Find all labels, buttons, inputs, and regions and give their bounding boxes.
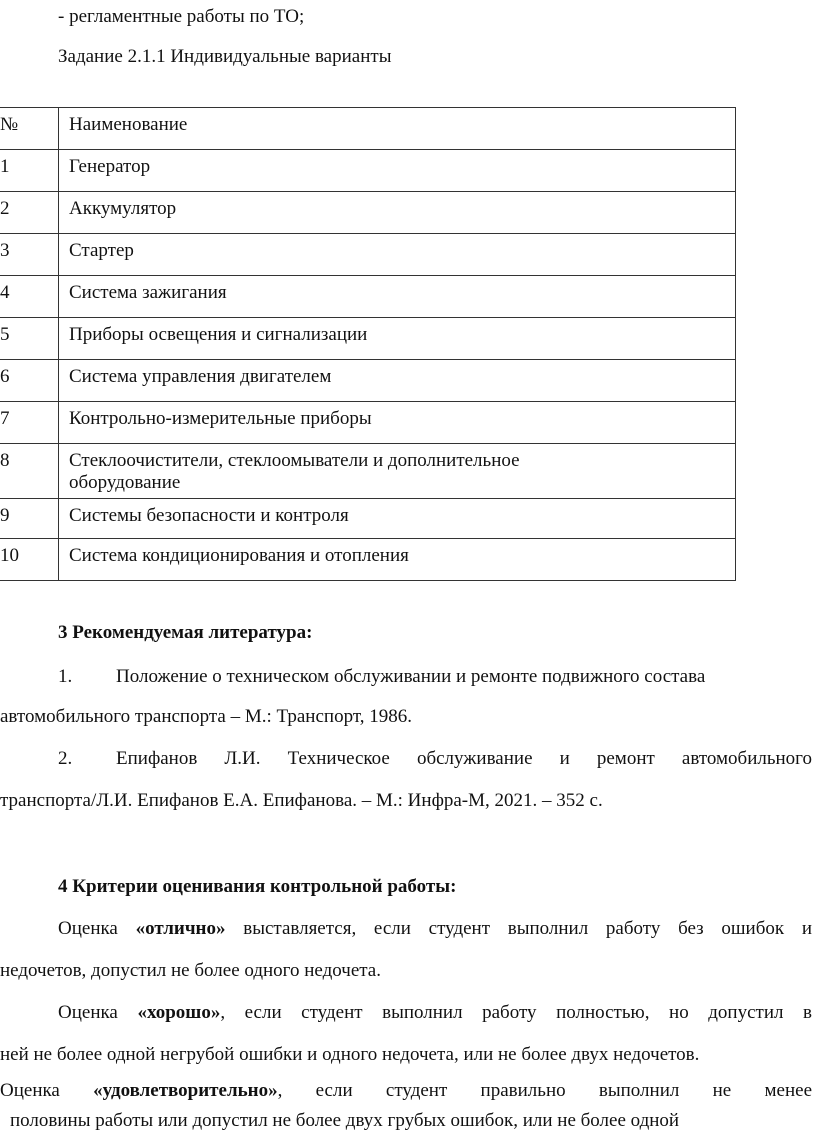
table-row [0, 234, 736, 276]
table-header-row [0, 108, 736, 150]
table-row [0, 192, 736, 234]
row-num: 2 [0, 192, 59, 234]
row-num: 1 [0, 150, 59, 192]
row-name: Система кондиционирования и отопления [59, 539, 736, 581]
row-num: 8 [0, 444, 59, 499]
variants-table [0, 107, 736, 581]
criteria-text: выставляется, если студент выполнил работу без ошибок и [225, 918, 812, 939]
row-name-line: оборудование [69, 472, 181, 493]
criteria-paragraph [58, 1002, 812, 1024]
table-row [0, 499, 736, 539]
lit-item-text: Положение о техническом обслуживании и ремонте подвижного состава [116, 666, 706, 687]
row-name: Генератор [59, 150, 736, 192]
row-num: 6 [0, 360, 59, 402]
lit-item-text: автомобильного транспорта – М.: Транспорт, 1986. [0, 706, 412, 727]
header-num: № [0, 108, 59, 150]
criteria-text: половины работы или допустил не более двух грубых ошибок, или не более одной [10, 1110, 680, 1131]
table-row [0, 276, 736, 318]
lit-item-num: 2. [58, 748, 73, 769]
criteria-text: Оценка [0, 1080, 94, 1101]
criteria-text: Оценка [58, 1002, 138, 1023]
criteria-text: , если студент правильно выполнил не менее [277, 1080, 812, 1101]
grade-label: «отлично» [135, 918, 226, 939]
criteria-paragraph [0, 1080, 812, 1102]
table-row [0, 539, 736, 581]
grade-label: «хорошо» [137, 1002, 221, 1023]
row-num: 5 [0, 318, 59, 360]
row-name: Система зажигания [59, 276, 736, 318]
row-name-line: Стеклоочистители, стеклоомыватели и дополнительное [69, 450, 520, 471]
table-row [0, 150, 736, 192]
grade-label: «удовлетворительно» [93, 1080, 278, 1101]
lit-item-text: Епифанов Л.И. Техническое обслуживание и ремонт автомобильного [116, 748, 812, 769]
lit-item-text: транспорта/Л.И. Епифанов Е.А. Епифанова. – М.: Инфра-М, 2021. – 352 с. [0, 790, 603, 811]
literature-heading: 3 Рекомендуемая литература: [58, 622, 313, 643]
criteria-text: недочетов, допустил не более одного недочета. [0, 960, 381, 981]
lit-item-num: 1. [58, 666, 73, 687]
row-name: Контрольно-измерительные приборы [59, 402, 736, 444]
criteria-paragraph [58, 918, 812, 940]
table-row [0, 318, 736, 360]
row-name [59, 444, 736, 499]
table-row [0, 402, 736, 444]
criteria-text: , если студент выполнил работу полностью, но допустил в [220, 1002, 813, 1023]
row-num: 3 [0, 234, 59, 276]
row-name: Системы безопасности и контроля [59, 499, 736, 539]
criteria-text: Оценка [58, 918, 136, 939]
row-name: Стартер [59, 234, 736, 276]
row-name: Аккумулятор [59, 192, 736, 234]
row-num: 7 [0, 402, 59, 444]
row-num: 4 [0, 276, 59, 318]
table-row [0, 360, 736, 402]
task-title: Задание 2.1.1 Индивидуальные варианты [58, 46, 392, 67]
header-name: Наименование [59, 108, 736, 150]
row-name: Приборы освещения и сигнализации [59, 318, 736, 360]
row-num: 10 [0, 539, 59, 581]
row-num: 9 [0, 499, 59, 539]
criteria-heading: 4 Критерии оценивания контрольной работы: [58, 876, 457, 897]
list-line: - регламентные работы по ТО; [58, 6, 305, 27]
criteria-text: ней не более одной негрубой ошибки и одного недочета, или не более двух недочетов. [0, 1044, 700, 1065]
table-row [0, 444, 736, 499]
row-name: Система управления двигателем [59, 360, 736, 402]
